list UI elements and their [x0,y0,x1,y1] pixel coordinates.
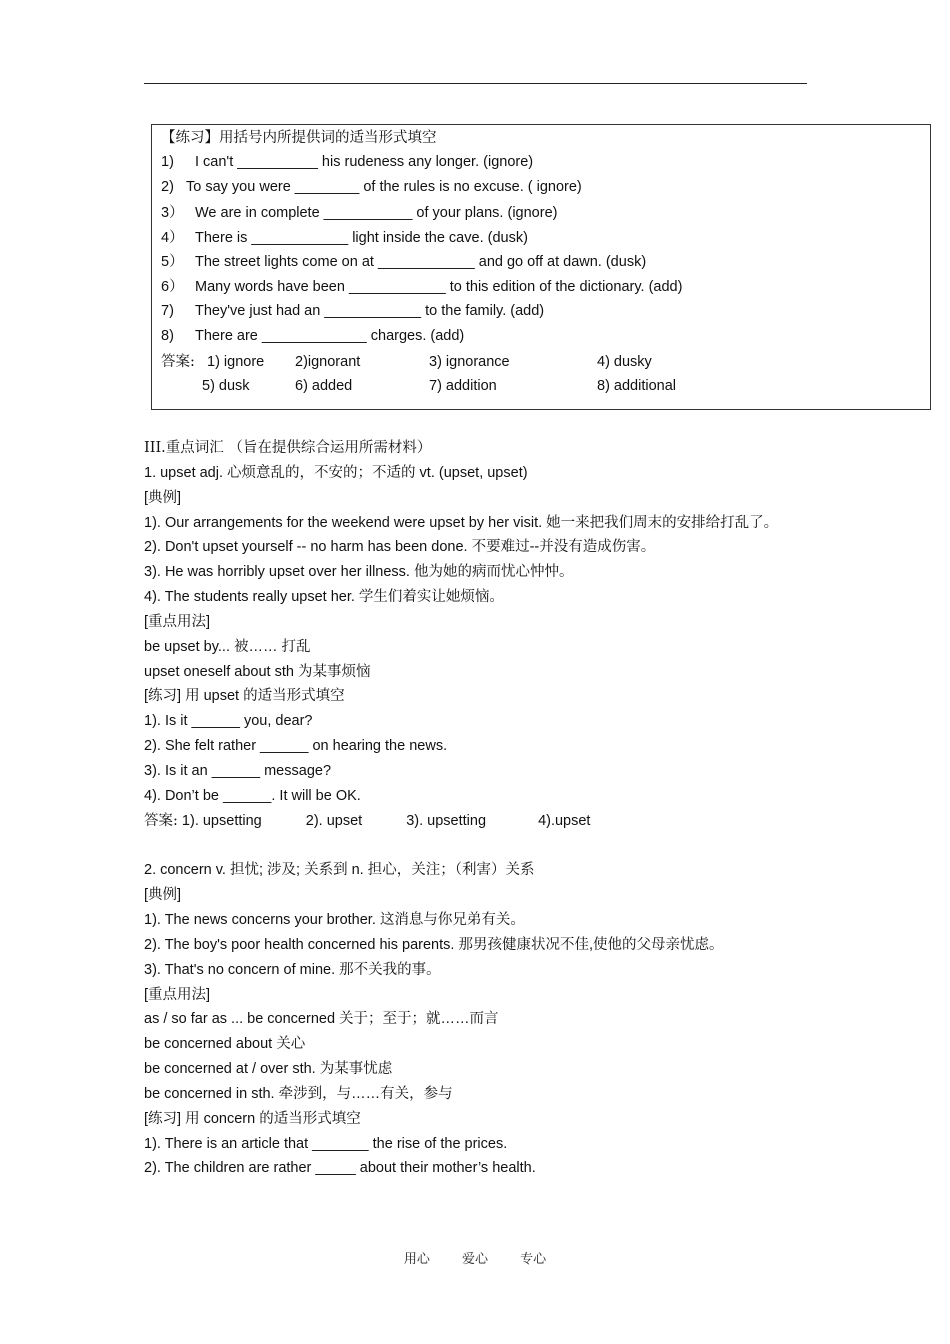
footer-word: 用心 [403,1252,430,1267]
upset-entry: 1. upset adj. 心烦意乱的，不安的；不适的 vt. (upset, upset) [144,464,528,481]
usage-line: be concerned at / over sth. 为某事忧虑 [144,1061,393,1078]
answer-item: 8) additional [597,378,676,394]
exercise-item: 4） There is ____________ light inside the cave. (dusk) [161,230,528,246]
page-footer [0,1248,950,1267]
header-rule [144,83,807,84]
exercise-item: 8) There are _____________ charges. (add) [161,328,465,344]
answer-item: 4) dusky [597,354,652,370]
practice-line: 2). The children are rather _____ about their mother’s health. [144,1160,536,1177]
main-content [144,436,814,1181]
example-line: 2). The boy's poor health concerned his parents. 那男孩健康状况不佳,使他的父母亲忧虑。 [144,936,724,953]
usage-line: be concerned about 关心 [144,1036,306,1053]
practice-line: 1). There is an article that _______ the rise of the prices. [144,1135,508,1152]
exercise-item: 6） Many words have been ____________ to this edition of the dictionary. (add) [161,279,683,295]
answer-item: 3). upsetting [406,812,487,829]
concern-entry: 2. concern v. 担忧; 涉及; 关系到 n. 担心，关注；（利害）关系 [144,862,535,879]
exercise-item: 5） The street lights come on at ____________ and go off at dawn. (dusk) [161,254,647,270]
example-line: 2). Don't upset yourself -- no harm has been done. 不要难过--并没有造成伤害。 [144,539,656,556]
answer-item: 2)ignorant [295,354,361,370]
footer-word: 专心 [520,1252,547,1267]
examples-label: [典例] [144,887,182,904]
practice-line: 2). She felt rather ______ on hearing the news. [144,738,448,755]
answer-label: 答案: [144,812,178,829]
practice-line: 3). Is it an ______ message? [144,762,332,779]
exercise-item: 2) To say you were ________ of the rules is no excuse. ( ignore) [161,179,582,195]
example-line: 1). Our arrangements for the weekend were upset by her visit. 她一来把我们周末的安排给打乱了。 [144,514,779,531]
section-heading: III.重点词汇 （旨在提供综合运用所需材料） [144,440,432,456]
usage-label: [重点用法] [144,986,211,1003]
practice-line: 1). Is it ______ you, dear? [144,713,313,730]
example-line: 3). He was horribly upset over her illness. 他为她的病而忧心忡忡。 [144,564,574,581]
example-line: 4). The students really upset her. 学生们着实让她烦恼。 [144,589,504,606]
usage-line: upset oneself about sth 为某事烦恼 [144,663,371,680]
exercise-title: 【练习】用括号内所提供词的适当形式填空 [161,130,437,146]
answer-item: 7) addition [429,378,497,394]
answer-item: 3) ignorance [429,354,510,370]
upset-answers [144,809,814,834]
answer-item: 1) ignore [207,354,265,370]
exercise-item: 3） We are in complete ___________ of your plans. (ignore) [161,205,558,221]
usage-line: as / so far as ... be concerned 关于；至于；就……而言 [144,1011,499,1028]
usage-line: be concerned in sth. 牵涉到，与……有关，参与 [144,1085,453,1102]
answer-item: 6) added [295,378,353,394]
answer-label: 答案: [161,354,195,370]
practice-line: 4). Don’t be ______. It will be OK. [144,787,361,804]
answer-item: 4).upset [538,812,591,829]
footer-word: 爱心 [461,1252,488,1267]
example-line: 1). The news concerns your brother. 这消息与你兄弟有关。 [144,912,525,929]
example-line: 3). That's no concern of mine. 那不关我的事。 [144,961,441,978]
answer-item: 1). upsetting [181,812,262,829]
answer-item: 2). upset [305,812,363,829]
exercise-box [151,124,931,410]
usage-line: be upset by... 被…… 打乱 [144,638,311,655]
exercise-item: 1) I can't __________ his rudeness any longer. (ignore) [161,154,534,170]
usage-label: [重点用法] [144,613,211,630]
practice-label: [练习] 用 upset 的适当形式填空 [144,688,345,705]
practice-label: [练习] 用 concern 的适当形式填空 [144,1110,361,1127]
answer-item: 5) dusk [202,378,250,394]
exercise-item: 7) They've just had an ____________ to the family. (add) [161,303,545,319]
examples-label: [典例] [144,489,182,506]
blank-line [144,834,814,859]
